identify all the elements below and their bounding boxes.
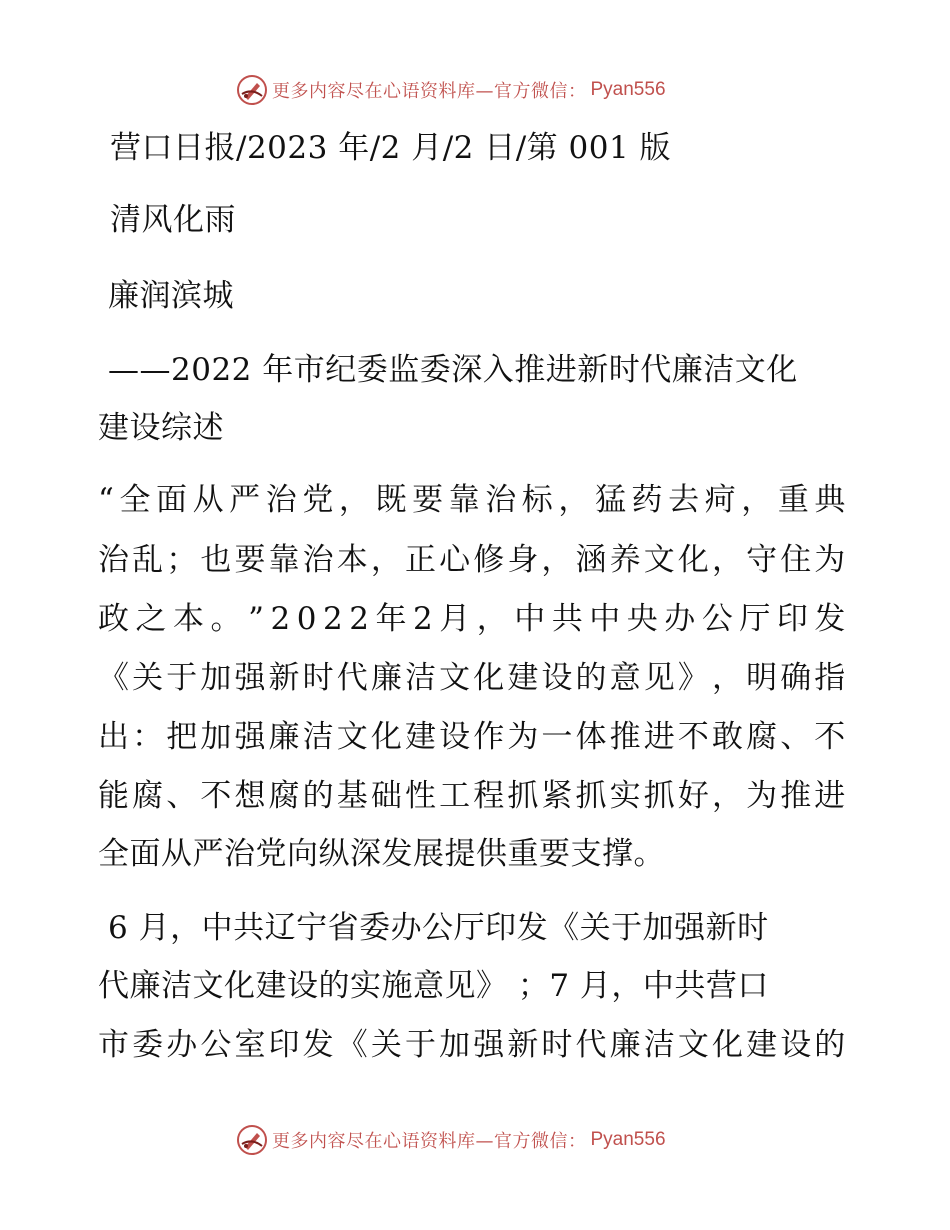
- paragraph-line: 6 月，中共辽宁省委办公厅印发《关于加强新时: [108, 910, 769, 946]
- pen-logo-icon: [236, 74, 268, 106]
- headline-line-2: 廉润滨城: [108, 278, 234, 314]
- paragraph-line: 市 委 办 公 室 印 发 《 关 于 加 强 新 时 代 廉 洁 文 化 建 设 的: [98, 1027, 846, 1063]
- paragraph-line: 《 关 于 加 强 新 时 代 廉 洁 文 化 建 设 的 意 见 》 ， 明 确 指: [98, 660, 846, 696]
- paragraph-line: 全面从严治党向纵深发展提供重要支撑。: [98, 836, 665, 872]
- paragraph-line: 出 ： 把 加 强 廉 洁 文 化 建 设 作 为 一 体 推 进 不 敢 腐 、 不: [98, 719, 846, 755]
- watermark-text: 更多内容尽在心语资料库—官方微信：: [272, 81, 587, 102]
- pen-logo-icon: [236, 1124, 268, 1156]
- subtitle-line-1: ——2022 年市纪委监委深入推进新时代廉洁文化: [108, 352, 798, 388]
- subtitle-line-2: 建设综述: [98, 410, 224, 446]
- paragraph-line: 治 乱 ； 也 要 靠 治 本 ， 正 心 修 身 ， 涵 养 文 化 ， 守 住 为: [98, 542, 846, 578]
- watermark-wechat-id: Pyan556: [590, 79, 666, 100]
- paragraph-line: 代廉洁文化建设的实施意见》 ；7 月，中共营口: [98, 968, 769, 1004]
- header-watermark: [236, 74, 666, 106]
- watermark-text: 更多内容尽在心语资料库—官方微信：: [272, 1131, 587, 1152]
- paragraph-line: 政 之 本 。 ” 2 0 2 2 年 2 月 ， 中 共 中 央 办 公 厅 印 发: [98, 601, 846, 637]
- paragraph-line: 能 腐 、 不 想 腐 的 基 础 性 工 程 抓 紧 抓 实 抓 好 ， 为 推 进: [98, 778, 846, 814]
- watermark-wechat-id: Pyan556: [590, 1129, 666, 1150]
- footer-watermark: [236, 1124, 666, 1156]
- dateline: 营口日报/2023 年/2 月/2 日/第 001 版: [110, 130, 672, 166]
- paragraph-line: “ 全 面 从 严 治 党 ， 既 要 靠 治 标 ， 猛 药 去 疴 ， 重 典: [98, 482, 846, 518]
- headline-line-1: 清风化雨: [110, 202, 236, 238]
